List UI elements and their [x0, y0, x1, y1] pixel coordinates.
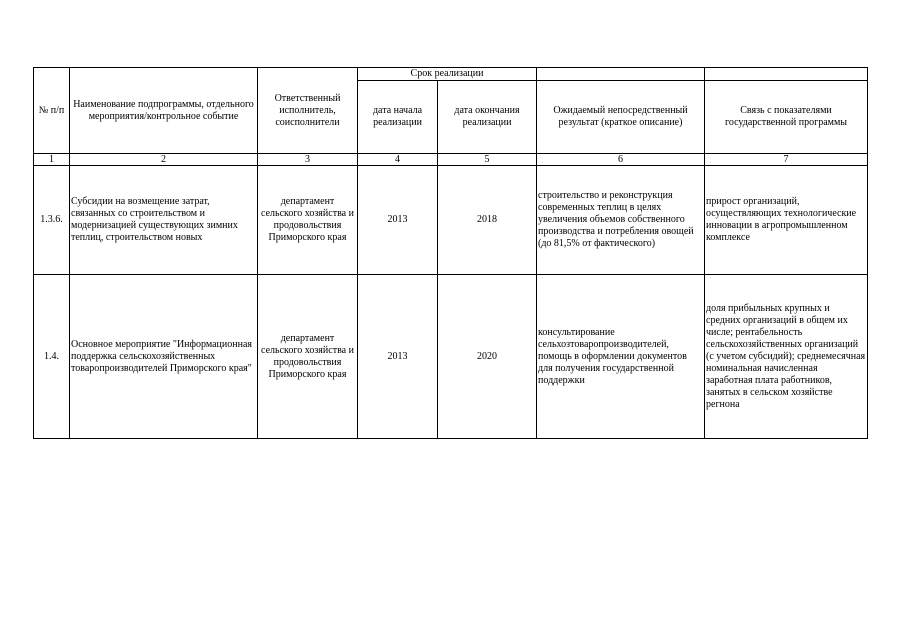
- row-result: консультирование сельхозтоваропроизводителей, помощь в оформлении документов для получения государственной поддержки: [537, 275, 705, 439]
- header-row-top: [34, 68, 868, 81]
- header-end: дата окончания реализации: [438, 81, 537, 154]
- row-num: 1.4.: [34, 275, 70, 439]
- header-link-blank: [705, 68, 868, 81]
- row-num: 1.3.6.: [34, 166, 70, 275]
- column-number-row: [34, 154, 868, 166]
- header-start: дата начала реализации: [358, 81, 438, 154]
- header-executor: Ответственный исполнитель, соисполнители: [258, 68, 358, 154]
- table-row: [34, 275, 868, 439]
- col-number: 1: [34, 154, 70, 166]
- header-link: Связь с показателями государственной программы: [705, 81, 868, 154]
- row-end: 2018: [438, 166, 537, 275]
- col-number: 7: [705, 154, 868, 166]
- row-start: 2013: [358, 166, 438, 275]
- header-result: Ожидаемый непосредственный результат (краткое описание): [537, 81, 705, 154]
- col-number: 5: [438, 154, 537, 166]
- header-num: № п/п: [34, 68, 70, 154]
- header-name: Наименование подпрограммы, отдельного мероприятия/контрольное событие: [70, 68, 258, 154]
- row-name: Субсидии на возмещение затрат, связанных со строительством и модернизацией существующих зимних теплиц, строительством новых: [70, 166, 258, 275]
- col-number: 4: [358, 154, 438, 166]
- row-executor: департамент сельского хозяйства и продовольствия Приморского края: [258, 275, 358, 439]
- row-end: 2020: [438, 275, 537, 439]
- row-start: 2013: [358, 275, 438, 439]
- program-table: [33, 67, 868, 439]
- row-executor: департамент сельского хозяйства и продовольствия Приморского края: [258, 166, 358, 275]
- col-number: 6: [537, 154, 705, 166]
- row-link: прирост организаций, осуществляющих технологические инновации в агропромышленном комплексе: [705, 166, 868, 275]
- header-period: Срок реализации: [358, 68, 537, 81]
- row-name: Основное мероприятие "Информационная поддержка сельскохозяйственных товаропроизводителей Приморского края": [70, 275, 258, 439]
- table-row: [34, 166, 868, 275]
- row-link: доля прибыльных крупных и средних организаций в общем их числе; рентабельность сельскохозяйственных организаций (с учетом субсидий); среднемесячная номинальная начисленная заработная плата работников, занятых в сельском хозяйстве регнона: [705, 275, 868, 439]
- row-result: строительство и реконструкция современных теплиц в целях увеличения объемов собственного производства и потребления овощей (до 81,5% от фактического): [537, 166, 705, 275]
- header-result-blank: [537, 68, 705, 81]
- col-number: 3: [258, 154, 358, 166]
- col-number: 2: [70, 154, 258, 166]
